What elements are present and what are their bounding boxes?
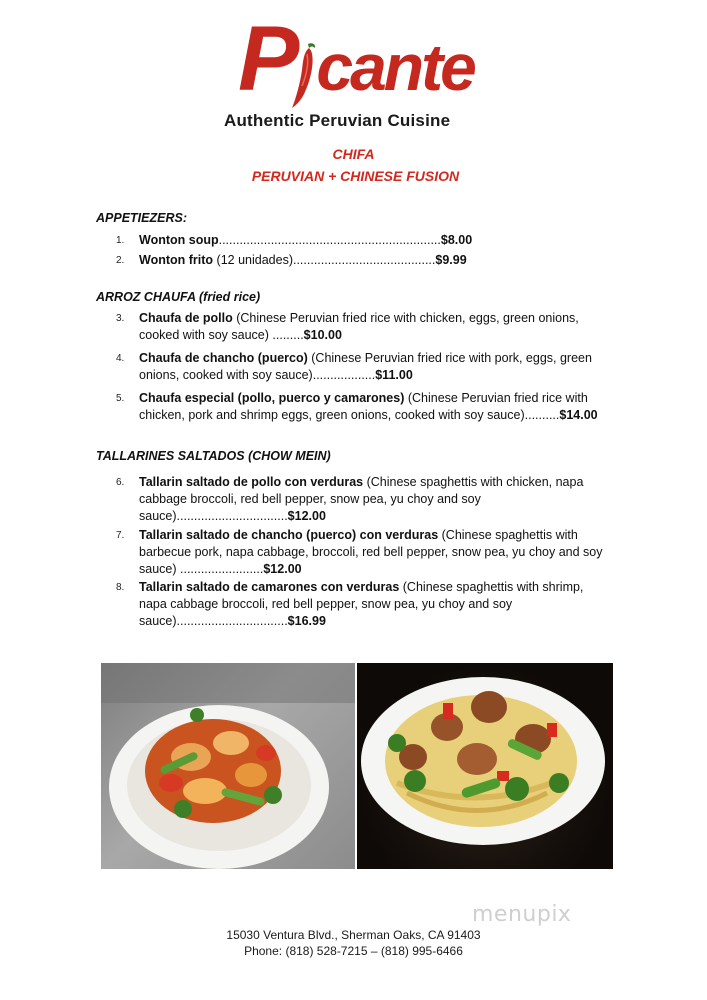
restaurant-logo: [238, 8, 478, 110]
logo-letters-cante: cante: [316, 30, 474, 104]
sweet-sour-shrimp-dish-photo: [101, 663, 355, 869]
menupix-watermark: menupix: [472, 902, 572, 927]
logo-tagline: Authentic Peruvian Cuisine: [224, 111, 451, 130]
item-text: [139, 232, 614, 249]
section-title-appetizers: APPETIEZERS:: [96, 211, 187, 225]
logo-wordmark: [238, 8, 474, 112]
dish-photos: [101, 663, 613, 869]
item-price: $12.00: [263, 562, 302, 576]
item-number: 7.: [116, 530, 125, 541]
item-name: Wonton frito: [139, 253, 214, 267]
item-number: 5.: [116, 393, 125, 404]
item-desc: (Chinese Peruvian fried rice with chicken, pork and shrimp eggs, green onions, cooked with soy sauce): [139, 391, 588, 422]
item-desc: (12 unidades): [213, 253, 293, 267]
item-price: $11.00: [375, 368, 413, 382]
item-price: $10.00: [303, 328, 342, 342]
logo-letter-p: P: [238, 8, 297, 110]
item-desc: (Chinese Peruvian fried rice with chicken, eggs, green onions, cooked with soy sauce): [139, 311, 579, 342]
item-desc: (Chinese spaghettis with barbecue pork, napa cabbage, broccoli, red bell pepper, snow pea, yu choy and soy sauce): [139, 528, 603, 576]
item-number: 4.: [116, 353, 125, 364]
item-name: Chaufa de chancho (puerco): [139, 351, 308, 365]
item-name: Wonton soup: [139, 233, 219, 247]
restaurant-address: 15030 Ventura Blvd., Sherman Oaks, CA 91403: [226, 928, 481, 942]
item-leader: ........................: [180, 562, 264, 576]
item-number: 8.: [116, 582, 125, 593]
item-price: $8.00: [440, 233, 473, 247]
item-number: 3.: [116, 313, 125, 324]
item-text: [139, 527, 609, 578]
item-text: [139, 310, 599, 344]
item-price: $12.00: [287, 509, 326, 523]
item-name: Tallarin saltado de chancho (puerco) con verduras: [139, 528, 439, 542]
item-text: [139, 474, 599, 525]
item-text: [139, 390, 617, 424]
section-title-arroz-chaufa: ARROZ CHAUFA (fried rice): [96, 290, 261, 304]
chow-mein-dish-photo: [357, 663, 613, 869]
item-leader: ..................: [312, 368, 376, 382]
item-price: $16.99: [287, 614, 326, 628]
item-leader: ................................: [176, 509, 288, 523]
item-price: $9.99: [435, 253, 467, 267]
item-leader: .........: [272, 328, 304, 342]
item-name: Chaufa especial (pollo, puerco y camarones): [139, 391, 405, 405]
item-text: [139, 350, 609, 384]
subtitle-fusion: PERUVIAN + CHINESE FUSION: [251, 168, 460, 184]
subtitle-chifa: CHIFA: [332, 146, 375, 162]
item-leader: ................................: [176, 614, 288, 628]
item-desc: (Chinese Peruvian fried rice with pork, eggs, green onions, cooked with soy sauce): [139, 351, 592, 382]
item-text: [139, 579, 599, 630]
item-desc: (Chinese spaghettis with shrimp, napa cabbage broccoli, red bell pepper, snow pea, yu choy and soy sauce): [139, 580, 584, 628]
item-price: $14.00: [559, 408, 598, 422]
item-text: [139, 252, 614, 269]
chili-pepper-icon: [290, 40, 320, 110]
item-desc: (Chinese spaghettis with chicken, napa cabbage broccoli, red bell pepper, snow pea, yu choy and soy sauce): [139, 475, 584, 523]
restaurant-phone: Phone: (818) 528-7215 – (818) 995-6466: [244, 944, 463, 958]
item-leader: ..........: [524, 408, 560, 422]
section-title-tallarines: TALLARINES SALTADOS (CHOW MEIN): [96, 449, 331, 463]
item-name: Tallarin saltado de pollo con verduras: [139, 475, 364, 489]
item-number: 1.: [116, 235, 125, 246]
item-name: Chaufa de pollo: [139, 311, 233, 325]
item-number: 6.: [116, 477, 125, 488]
item-name: Tallarin saltado de camarones con verduras: [139, 580, 400, 594]
item-number: 2.: [116, 255, 125, 266]
item-leader: .........................................: [292, 253, 436, 267]
item-leader: ................................................................: [218, 233, 441, 247]
